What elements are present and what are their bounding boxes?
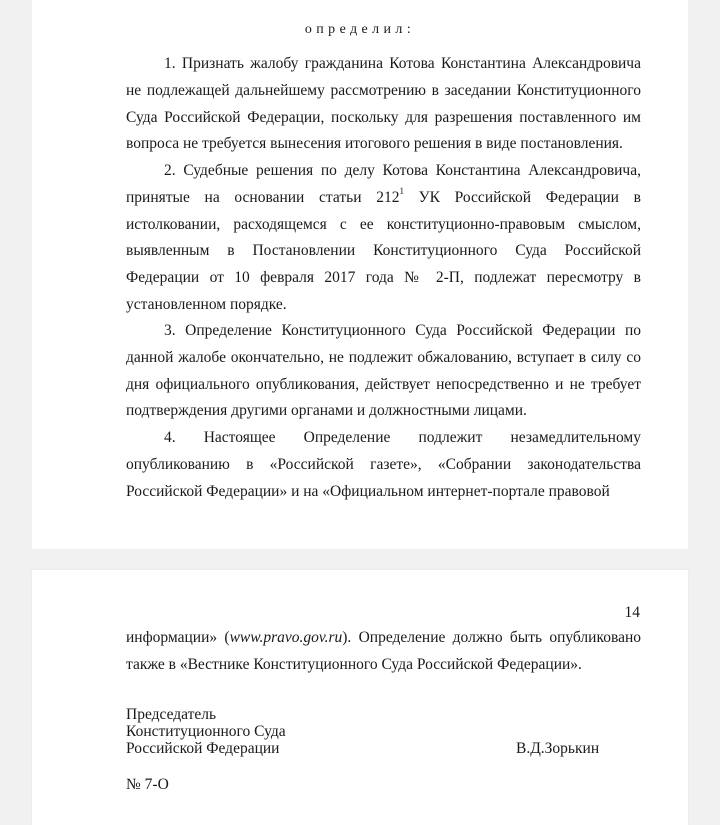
signature-title-line-3: Российской Федерации — [126, 740, 280, 757]
signature-title-line-1: Председатель — [126, 706, 217, 723]
pravo-portal-link[interactable]: www.pravo.gov.ru — [229, 629, 343, 646]
ruling-paragraph-2 — [126, 158, 641, 319]
ruling-paragraph-2-text-end: УК Российской Федерации в истолковании, расходящемся с ее конституционно-правовым смыслом, выявленным в Постановлении Конституционного Суда Российской Федерации от 10 февраля 2017 года № 2-П, подлежат пересмотру в установленном порядке. — [126, 188, 641, 313]
ruling-paragraph-2-text-start: 2. Судебные решения по делу Котова Константина Александровича, принятые на основании статьи 212 — [126, 162, 641, 206]
ruling-paragraph-4 — [126, 425, 641, 505]
signature-title-line-2: Конституционного Суда — [126, 723, 286, 740]
ruling-paragraph-4-text: 4. Настоящее Определение подлежит незамедлительному опубликованию в «Российской газете», «Собрании законодательства Российской Федерации» и на «Официальном интернет-портале правовой — [126, 429, 641, 500]
ruling-paragraph-3-text: 3. Определение Конституционного Суда Российской Федерации по данной жалобе окончательно, не подлежит обжалованию, вступает в силу со дня официального опубликования, действует непосредственно и не требует подтверждения другими органами и должностными лицами. — [126, 322, 641, 420]
page-number: 14 — [624, 604, 640, 621]
ruling-heading: определил: — [304, 22, 416, 37]
ruling-paragraph-1-text: 1. Признать жалобу гражданина Котова Константина Александровича не подлежащей дальнейшему рассмотрению в заседании Конституционного Суда Российской Федерации, поскольку для разрешения поставленного им вопроса не требуется вынесения итогового решения в виде постановления. — [126, 55, 641, 153]
ruling-paragraph-3 — [126, 318, 641, 425]
document-page-2 — [32, 570, 688, 825]
ruling-paragraph-1 — [126, 51, 641, 158]
signer-name: В.Д.Зорькин — [516, 740, 600, 757]
continuation-text-start: информации» ( — [126, 629, 230, 646]
document-page-1 — [32, 0, 688, 549]
ruling-paragraph-4-continuation — [126, 625, 641, 679]
document-number: № 7-О — [126, 776, 169, 793]
continuation-text-end: ). Определение должно быть опубликовано также в «Вестнике Конституционного Суда Российской Федерации». — [126, 629, 641, 673]
article-superscript: 1 — [399, 185, 404, 196]
